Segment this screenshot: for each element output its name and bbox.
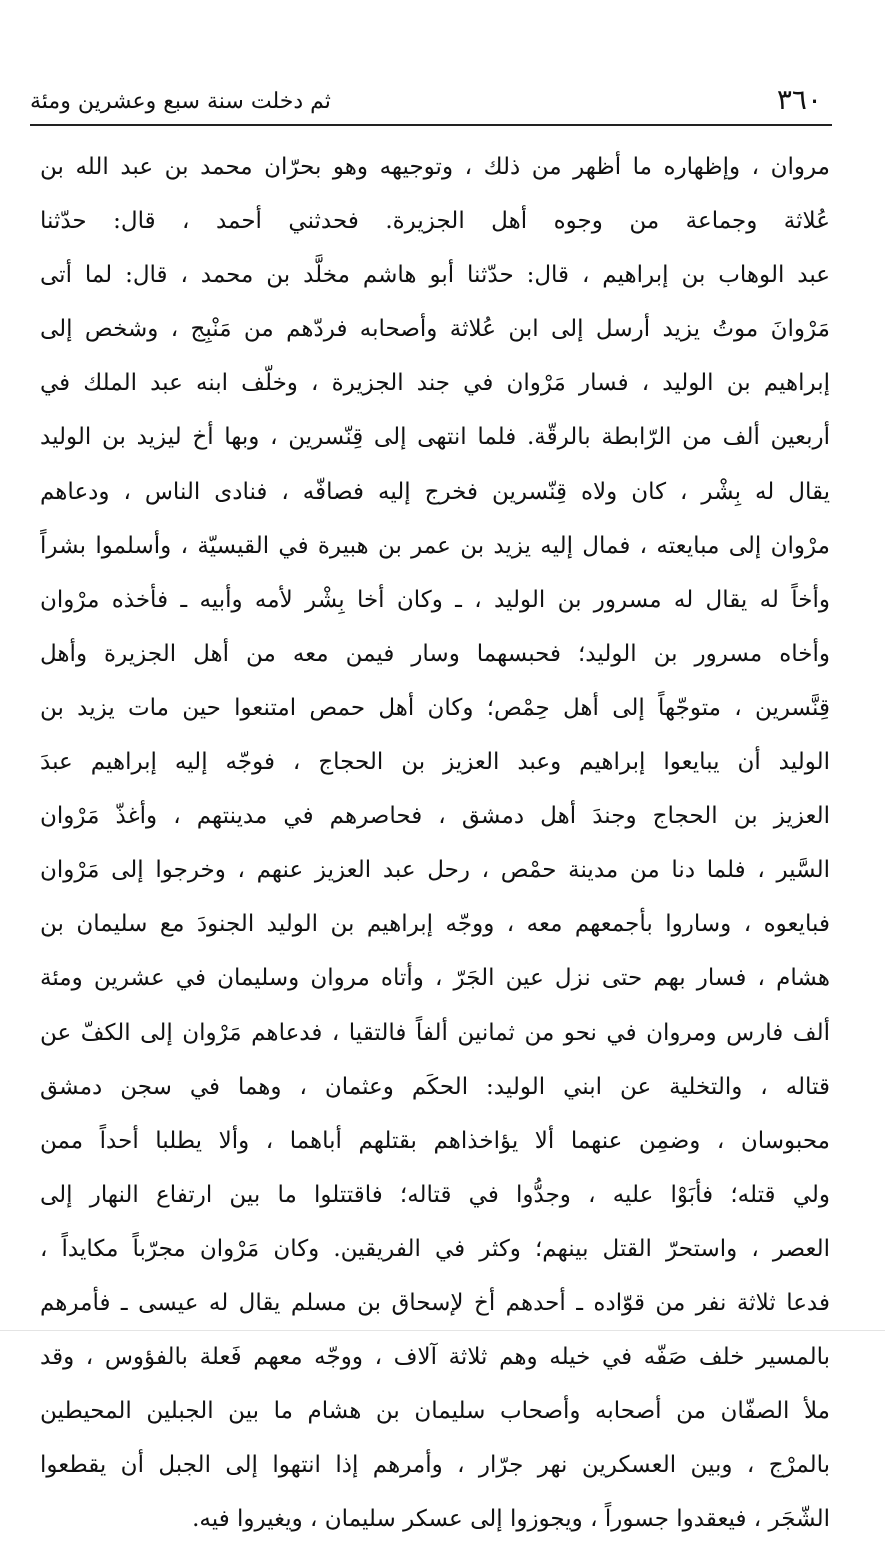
text-line: قتاله ، والتخلية عن ابني الوليد: الحكَم وعثمان ، وهما في سجن دمشق [40, 1073, 830, 1100]
body-text [40, 140, 830, 1546]
text-line: محبوسان ، وضمِن عنهما ألا يؤاخذاهم بقتلهم أباهما ، وألا يطلبا أحداً ممن [40, 1127, 830, 1154]
text-line: بالمرْج ، وبين العسكرين نهر جرّار ، وأمرهم إذا انتهوا إلى الجبل أن يقطعوا [40, 1452, 830, 1479]
text-line: بالمسير خلف صَفّه في خيله وهم ثلاثة آلاف ، ووجّه معهم فَعلة بالفؤوس ، وقد [40, 1344, 830, 1371]
text-line: الوليد أن يبايعوا إبراهيم وعبد العزيز بن الحجاج ، فوجّه إليه إبراهيم عبدَ [40, 749, 830, 776]
text-line: أربعين ألف من الرّابطة بالرقّة. فلما انتهى إلى قِنّسرين ، وبها أخ ليزيد بن الوليد [40, 424, 830, 451]
text-line: ولي قتله؛ فأبَوْا عليه ، وجدُّوا في قتاله؛ فاقتتلوا ما بين ارتفاع النهار إلى [40, 1181, 830, 1208]
scan-edge-mark [0, 1330, 885, 1331]
text-line: فدعا ثلاثة نفر من قوّاده ـ أحدهم أخ لإسحاق بن مسلم يقال له عيسى ـ فأمرهم [40, 1289, 830, 1316]
text-line: يقال له بِشْر ، كان ولاه قِنّسرين فخرج إليه فصافّه ، فنادى الناس ، ودعاهم [40, 478, 830, 505]
text-line: مَرْوانَ موتُ يزيد أرسل إلى ابن عُلاثة وأصحابه فردّهم من مَنْبِج ، وشخص إلى [40, 316, 830, 343]
text-line: عُلاثة وجماعة من وجوه أهل الجزيرة. فحدثني أحمد ، قال: حدّثنا [40, 208, 830, 235]
text-line: العصر ، واستحرّ القتل بينهم؛ وكثر في الفريقين. وكان مَرْوان مجرّباً مكايداً ، [40, 1235, 830, 1262]
running-title: ثم دخلت سنة سبع وعشرين ومئة [30, 89, 331, 114]
text-line-last: الشّجَر ، فيعقدوا جسوراً ، ويجوزوا إلى عسكر سليمان ، ويغيروا فيه. [192, 1506, 830, 1533]
text-line: مرْوان إلى مبايعته ، فمال إليه يزيد بن عمر بن هبيرة في القيسيّة ، وأسلموا بشراً [40, 532, 830, 559]
text-line: العزيز بن الحجاج وجندَ أهل دمشق ، فحاصرهم في مدينتهم ، وأغذّ مَرْوان [40, 803, 830, 830]
text-line: عبد الوهاب بن إبراهيم ، قال: حدّثنا أبو هاشم مخلَّد بن محمد ، قال: لما أتى [40, 262, 830, 289]
text-line: ألف فارس ومروان في نحو من ثمانين ألفاً فالتقيا ، فدعاهم مَرْوان إلى الكفّ عن [40, 1019, 830, 1046]
page-number: ٣٦٠ [776, 83, 822, 116]
text-line: مروان ، وإظهاره ما أظهر من ذلك ، وتوجيهه وهو بحرّان محمد بن عبد الله بن [40, 154, 830, 180]
text-line: قِنَّسرين ، متوجّهاً إلى أهل حِمْص؛ وكان أهل حمص امتنعوا حين مات يزيد بن [40, 694, 830, 721]
running-head [30, 78, 830, 126]
text-line: إبراهيم بن الوليد ، فسار مَرْوان في جند الجزيرة ، وخلّف ابنه عبد الملك في [40, 370, 830, 397]
text-line: ملأ الصفّان من أصحابه وأصحاب سليمان بن هشام ما بين الجبلين المحيطين [40, 1398, 830, 1425]
header-rule [30, 124, 832, 126]
text-line: السَّير ، فلما دنا من مدينة حمْص ، رحل عبد العزيز عنهم ، وخرجوا إلى مَرْوان [40, 857, 830, 884]
text-line: وأخاً له يقال له مسرور بن الوليد ، ـ وكان أخا بِشْر لأمه وأبيه ـ فأخذه مرْوان [40, 586, 830, 613]
text-line: وأخاه مسرور بن الوليد؛ فحبسهما وسار فيمن معه من أهل الجزيرة وأهل [40, 640, 830, 667]
text-line: فبايعوه ، وساروا بأجمعهم معه ، ووجّه إبراهيم بن الوليد الجنودَ مع سليمان بن [40, 911, 830, 938]
text-line: هشام ، فسار بهم حتى نزل عين الجَرّ ، وأتاه مروان وسليمان في عشرين ومئة [40, 965, 830, 992]
